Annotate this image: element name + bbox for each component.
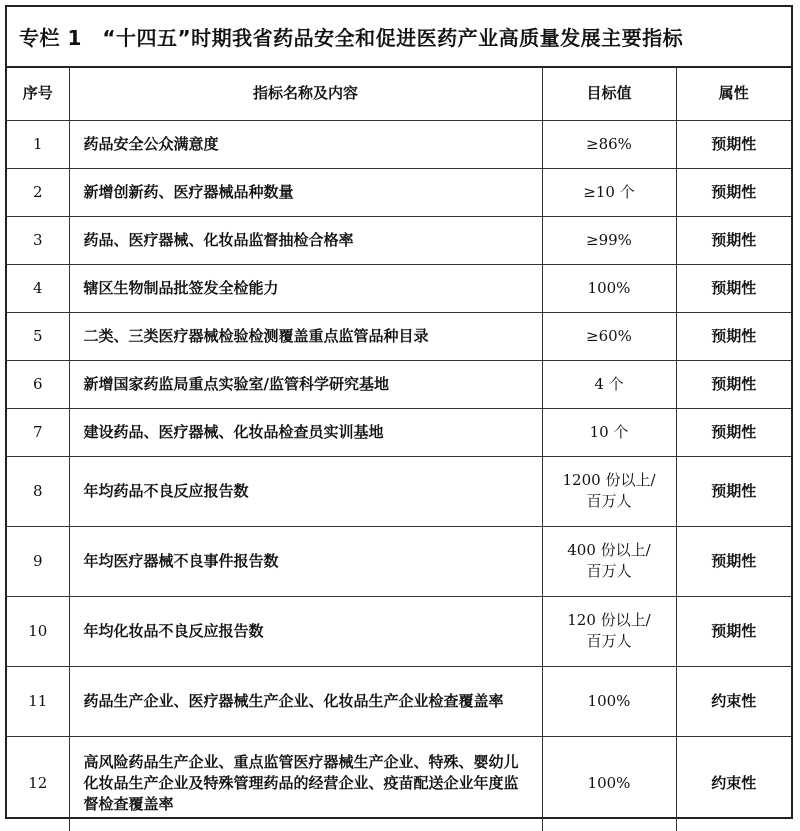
- table-row: [7, 360, 791, 408]
- row-seq: 5: [7, 312, 69, 360]
- row-target: ≥10 个: [542, 168, 676, 216]
- row-attr: 预期性: [676, 360, 791, 408]
- row-name: 药品安全公众满意度: [69, 120, 542, 168]
- table-row: [7, 736, 791, 831]
- row-target-line2: 百万人: [586, 632, 632, 650]
- header-row: [7, 68, 791, 120]
- row-seq: 4: [7, 264, 69, 312]
- table-row: [7, 666, 791, 736]
- row-attr: 预期性: [676, 408, 791, 456]
- row-name: 高风险药品生产企业、重点监管医疗器械生产企业、特殊、婴幼儿化妆品生产企业及特殊管理药品的经营企业、疫苗配送企业年度监督检查覆盖率: [69, 736, 542, 831]
- row-target: ≥60%: [542, 312, 676, 360]
- row-attr: 约束性: [676, 666, 791, 736]
- row-attr: 预期性: [676, 168, 791, 216]
- row-name: 药品生产企业、医疗器械生产企业、化妆品生产企业检查覆盖率: [69, 666, 542, 736]
- header-attr: 属性: [676, 68, 791, 120]
- row-target: 10 个: [542, 408, 676, 456]
- table-row: [7, 312, 791, 360]
- row-target: ≥86%: [542, 120, 676, 168]
- row-attr: 预期性: [676, 596, 791, 666]
- row-name: 药品、医疗器械、化妆品监督抽检合格率: [69, 216, 542, 264]
- row-target: [542, 526, 676, 596]
- row-name: 建设药品、医疗器械、化妆品检查员实训基地: [69, 408, 542, 456]
- table-row: [7, 408, 791, 456]
- row-attr: 约束性: [676, 736, 791, 831]
- row-attr: 预期性: [676, 312, 791, 360]
- row-attr: 预期性: [676, 216, 791, 264]
- row-target: 4 个: [542, 360, 676, 408]
- row-attr: 预期性: [676, 456, 791, 526]
- table-row: [7, 168, 791, 216]
- row-seq: 1: [7, 120, 69, 168]
- row-name: 年均化妆品不良反应报告数: [69, 596, 542, 666]
- indicator-table-panel: [5, 5, 793, 819]
- row-seq: 3: [7, 216, 69, 264]
- table-row: [7, 264, 791, 312]
- row-attr: 预期性: [676, 264, 791, 312]
- row-target-line1: 1200 份以上/: [562, 471, 656, 489]
- row-attr: 预期性: [676, 526, 791, 596]
- table-row: [7, 526, 791, 596]
- row-target-line2: 百万人: [586, 492, 632, 510]
- indicator-table: [7, 68, 791, 831]
- table-row: [7, 120, 791, 168]
- row-target-line2: 百万人: [586, 562, 632, 580]
- row-seq: 9: [7, 526, 69, 596]
- row-target: 100%: [542, 264, 676, 312]
- row-seq: 2: [7, 168, 69, 216]
- row-seq: 8: [7, 456, 69, 526]
- row-target-line1: 120 份以上/: [567, 611, 651, 629]
- row-seq: 12: [7, 736, 69, 831]
- row-target: [542, 596, 676, 666]
- row-name: 新增创新药、医疗器械品种数量: [69, 168, 542, 216]
- header-target: 目标值: [542, 68, 676, 120]
- header-seq: 序号: [7, 68, 69, 120]
- table-row: [7, 216, 791, 264]
- row-target: [542, 456, 676, 526]
- row-target: 100%: [542, 736, 676, 831]
- row-seq: 10: [7, 596, 69, 666]
- row-name: 年均药品不良反应报告数: [69, 456, 542, 526]
- header-name: 指标名称及内容: [69, 68, 542, 120]
- row-name: 二类、三类医疗器械检验检测覆盖重点监管品种目录: [69, 312, 542, 360]
- table-row: [7, 596, 791, 666]
- row-target: 100%: [542, 666, 676, 736]
- row-seq: 6: [7, 360, 69, 408]
- table-row: [7, 456, 791, 526]
- row-seq: 7: [7, 408, 69, 456]
- row-target-line1: 400 份以上/: [567, 541, 651, 559]
- row-name: 新增国家药监局重点实验室/监管科学研究基地: [69, 360, 542, 408]
- row-target: ≥99%: [542, 216, 676, 264]
- table-title: 专栏 1 “十四五”时期我省药品安全和促进医药产业高质量发展主要指标: [7, 7, 791, 68]
- row-name: 年均医疗器械不良事件报告数: [69, 526, 542, 596]
- row-attr: 预期性: [676, 120, 791, 168]
- row-name: 辖区生物制品批签发全检能力: [69, 264, 542, 312]
- row-seq: 11: [7, 666, 69, 736]
